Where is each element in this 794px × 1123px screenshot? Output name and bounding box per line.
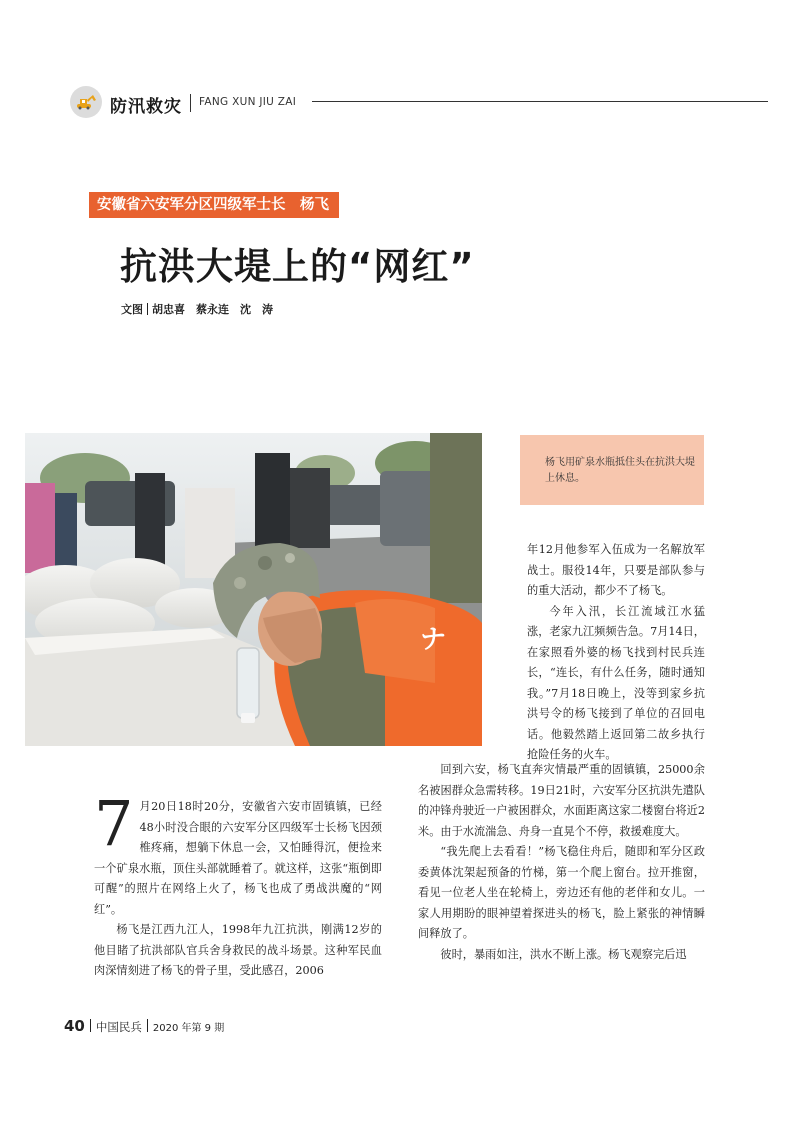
body-column-right-top [527, 540, 705, 766]
header-divider [190, 94, 191, 112]
svg-text:ナ: ナ [420, 625, 447, 655]
magazine-name: 中国民兵 [95, 1020, 142, 1034]
paragraph [94, 787, 382, 920]
header-rule [312, 101, 768, 102]
footer-divider [90, 1019, 91, 1032]
paragraph: “我先爬上去看看！”杨飞稳住舟后，随即和军分区政委黄体沈架起预备的竹梯，第一个爬上窗台。拉开推窗，看见一位老人坐在轮椅上，旁边还有他的老伴和女儿。一家人用期盼的眼神望着探进头的杨飞，脸上紧张的神情瞬间释放了。 [418, 845, 705, 940]
article-title: 抗洪大堤上的“网红” [120, 245, 475, 288]
section-pinyin: FANG XUN JIU ZAI [199, 96, 297, 108]
drop-cap: 7 [94, 787, 134, 860]
page-number: 40 [64, 1017, 85, 1035]
footer-divider [147, 1019, 148, 1032]
photo-caption-box [520, 435, 704, 505]
page-footer [64, 1016, 224, 1035]
byline [121, 301, 273, 317]
body-column-left [94, 787, 382, 982]
byline-authors: 胡忠喜 蔡永连 沈 涛 [152, 303, 273, 316]
body-column-right-bottom [418, 760, 705, 965]
lead-text: 月20日18时20分，安徽省六安市固镇镇，已经48小时没合眼的六安军分区四级军士长杨飞因颈椎疼痛，想躺下休息一会，又怕睡得沉，便捡来一个矿泉水瓶，顶住头部就睡着了。就这样，这张“瓶倒即可醒”的照片在网络上火了，杨飞也成了勇战洪魔的“网红”。 [94, 800, 382, 916]
issue-label: 2020 年第 9 期 [152, 1023, 225, 1034]
byline-divider [147, 303, 148, 315]
photo-caption: 杨飞用矿泉水瓶抵住头在抗洪大堤上休息。 [545, 457, 695, 484]
paragraph: 杨飞是江西九江人，1998年九江抗洪，刚满12岁的他目睹了抗洪部队官兵舍身救民的战斗场景。这种军民血肉深情刻进了杨飞的骨子里，受此感召，2006 [94, 923, 382, 977]
article-photo [25, 433, 482, 746]
section-title: 防汛救灾 [110, 97, 182, 117]
paragraph: 年12月他参军入伍成为一名解放军战士。服役14年，只要是部队参与的重大活动，都少不了杨飞。 [527, 543, 705, 597]
byline-label: 文图 [121, 303, 143, 316]
paragraph: 今年入汛，长江流域江水猛涨，老家九江频频告急。7月14日，在家照看外婆的杨飞找到村民兵连长，“连长，有什么任务，随时通知我。”7月18日晚上，没等到家乡抗洪号令的杨飞接到了单位的召回电话。他毅然踏上返回第二故乡执行抢险任务的火车。 [527, 604, 705, 761]
subject-tag: 安徽省六安军分区四级军士长 杨飞 [89, 192, 339, 218]
excavator-icon [70, 86, 102, 118]
paragraph: 回到六安，杨飞直奔灾情最严重的固镇镇，25000余名被困群众急需转移。19日21时，六安军分区抗洪先遣队的冲锋舟驶近一户被困群众，水面距离这家二楼窗台将近2米。由于水流湍急、舟身一直晃个不停，救援难度大。 [418, 763, 705, 838]
paragraph: 彼时，暴雨如注，洪水不断上涨。杨飞观察完后迅 [440, 947, 687, 961]
